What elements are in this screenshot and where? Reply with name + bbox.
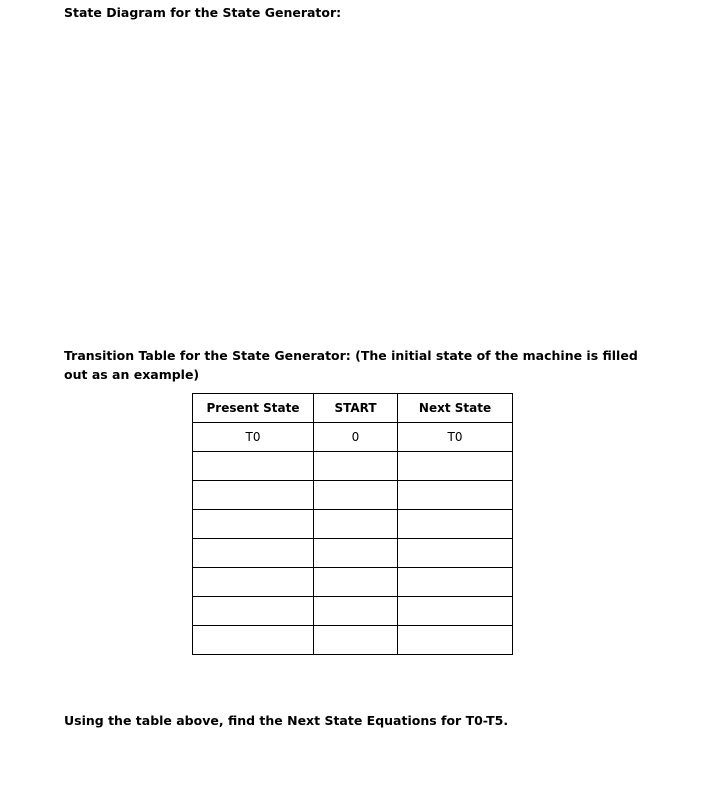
start-cell — [314, 481, 398, 510]
table-row — [193, 510, 513, 539]
next-state-cell — [398, 597, 513, 626]
present-state-cell — [193, 539, 314, 568]
start-cell — [314, 568, 398, 597]
present-state-cell: T0 — [193, 423, 314, 452]
table-row — [193, 568, 513, 597]
start-cell — [314, 452, 398, 481]
table-row — [193, 597, 513, 626]
next-state-cell — [398, 481, 513, 510]
start-cell — [314, 626, 398, 655]
next-state-cell: T0 — [398, 423, 513, 452]
state-diagram-area — [64, 30, 644, 330]
start-cell — [314, 539, 398, 568]
present-state-cell — [193, 597, 314, 626]
table-row — [193, 626, 513, 655]
table-row — [193, 481, 513, 510]
present-state-cell — [193, 626, 314, 655]
start-cell: 0 — [314, 423, 398, 452]
next-state-header: Next State — [398, 394, 513, 423]
next-state-cell — [398, 510, 513, 539]
state-diagram-heading: State Diagram for the State Generator: — [64, 5, 342, 20]
next-state-cell — [398, 626, 513, 655]
present-state-cell — [193, 568, 314, 597]
table-row — [193, 539, 513, 568]
start-cell — [314, 510, 398, 539]
next-state-cell — [398, 568, 513, 597]
next-state-cell — [398, 539, 513, 568]
start-cell — [314, 597, 398, 626]
present-state-header: Present State — [193, 394, 314, 423]
start-header: START — [314, 394, 398, 423]
present-state-cell — [193, 481, 314, 510]
next-state-cell — [398, 452, 513, 481]
present-state-cell — [193, 452, 314, 481]
next-state-equations-heading: Using the table above, find the Next State Equations for T0-T5. — [64, 713, 509, 728]
transition-table — [192, 393, 513, 655]
transition-table-heading: Transition Table for the State Generator: (The initial state of the machine is filled out as an example) — [64, 348, 638, 382]
table-row — [193, 452, 513, 481]
table-row — [193, 423, 513, 452]
table-header-row — [193, 394, 513, 423]
present-state-cell — [193, 510, 314, 539]
